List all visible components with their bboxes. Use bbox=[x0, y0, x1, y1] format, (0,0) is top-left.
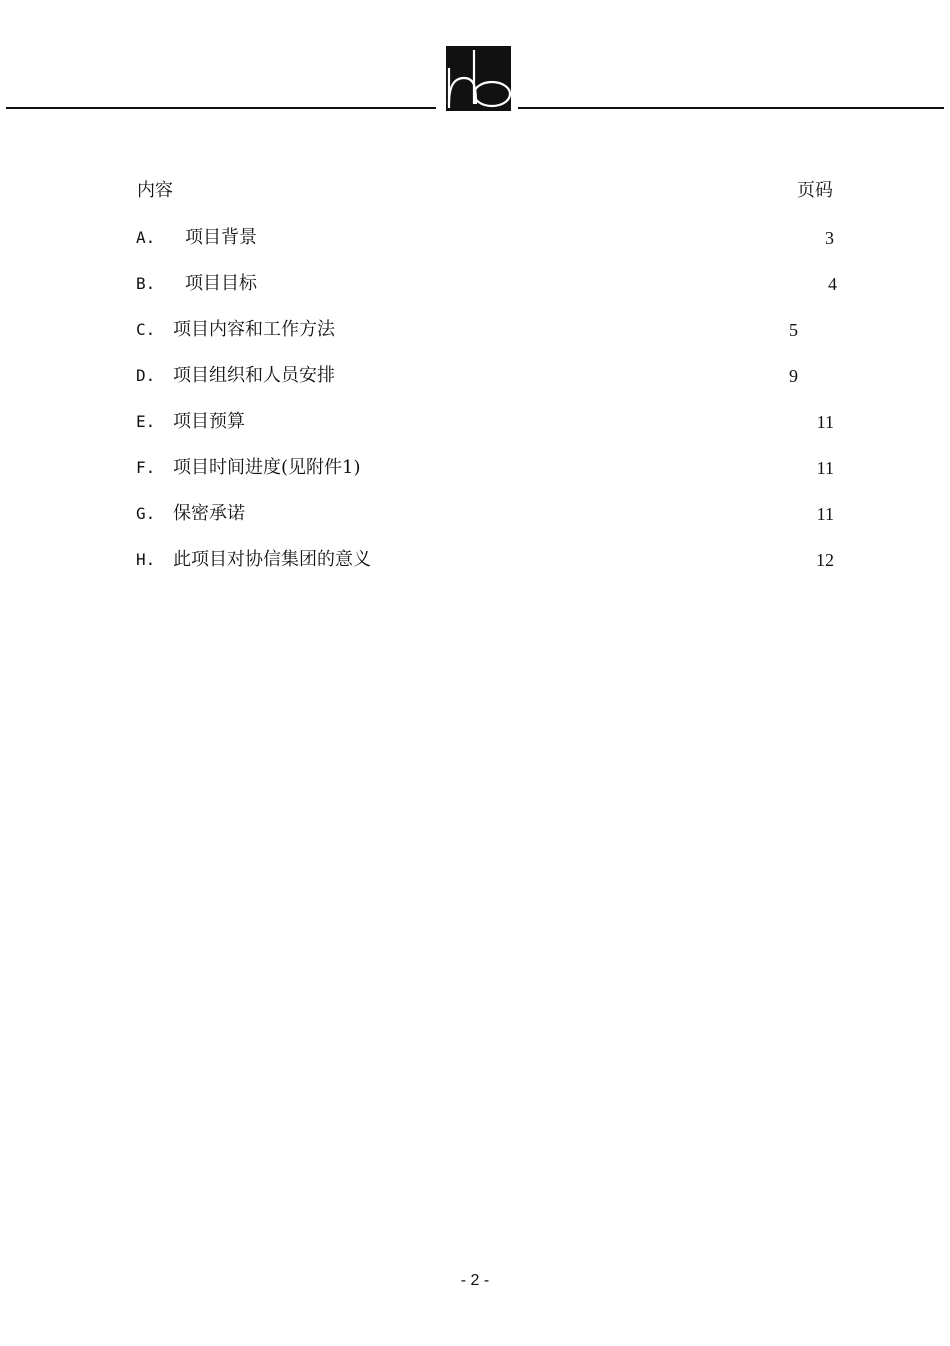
toc-item-title: 项目组织和人员安排 bbox=[173, 365, 335, 386]
toc-item-letter: C. bbox=[136, 320, 156, 339]
toc-item-title: 保密承诺 bbox=[173, 503, 245, 524]
toc-item[interactable] bbox=[0, 319, 950, 341]
toc-item-page: 11 bbox=[816, 504, 834, 524]
toc-item[interactable] bbox=[0, 227, 950, 249]
toc-item[interactable] bbox=[0, 365, 950, 387]
toc-item-page: 12 bbox=[816, 550, 834, 570]
toc-heading-contents: 内容 bbox=[137, 180, 173, 201]
toc-item-letter: H. bbox=[136, 550, 156, 569]
toc-heading-page: 页码 bbox=[797, 180, 833, 201]
toc-item[interactable] bbox=[0, 273, 950, 295]
toc-item[interactable] bbox=[0, 503, 950, 525]
toc-item-page: 5 bbox=[789, 320, 798, 340]
toc-item-page: 3 bbox=[825, 228, 834, 248]
toc-item-letter: A. bbox=[136, 228, 156, 247]
toc-item[interactable] bbox=[0, 457, 950, 479]
toc-item-letter: E. bbox=[136, 412, 156, 431]
toc-item-title: 项目时间进度(见附件1) bbox=[173, 457, 361, 478]
page-number: - 2 - bbox=[460, 1272, 490, 1289]
toc-item-title: 项目背景 bbox=[185, 227, 257, 248]
toc-item-letter: D. bbox=[136, 366, 156, 385]
header-rule-left bbox=[6, 107, 436, 109]
toc-item-page: 11 bbox=[816, 412, 834, 432]
toc-item[interactable] bbox=[0, 411, 950, 433]
rb-logo-icon bbox=[446, 46, 511, 111]
toc-item-title: 此项目对协信集团的意义 bbox=[173, 549, 371, 570]
toc-item-title: 项目内容和工作方法 bbox=[173, 319, 335, 340]
toc-item-letter: G. bbox=[136, 504, 156, 523]
header-rule-right bbox=[518, 107, 944, 109]
toc-item-title: 项目目标 bbox=[185, 273, 257, 294]
toc-item-page: 9 bbox=[789, 366, 798, 386]
toc-item-page: 4 bbox=[828, 274, 837, 294]
toc-item-title: 项目预算 bbox=[173, 411, 245, 432]
toc-item-letter: F. bbox=[136, 458, 156, 477]
toc-item-letter: B. bbox=[136, 274, 156, 293]
toc-item[interactable] bbox=[0, 549, 950, 571]
toc-item-page: 11 bbox=[816, 458, 834, 478]
